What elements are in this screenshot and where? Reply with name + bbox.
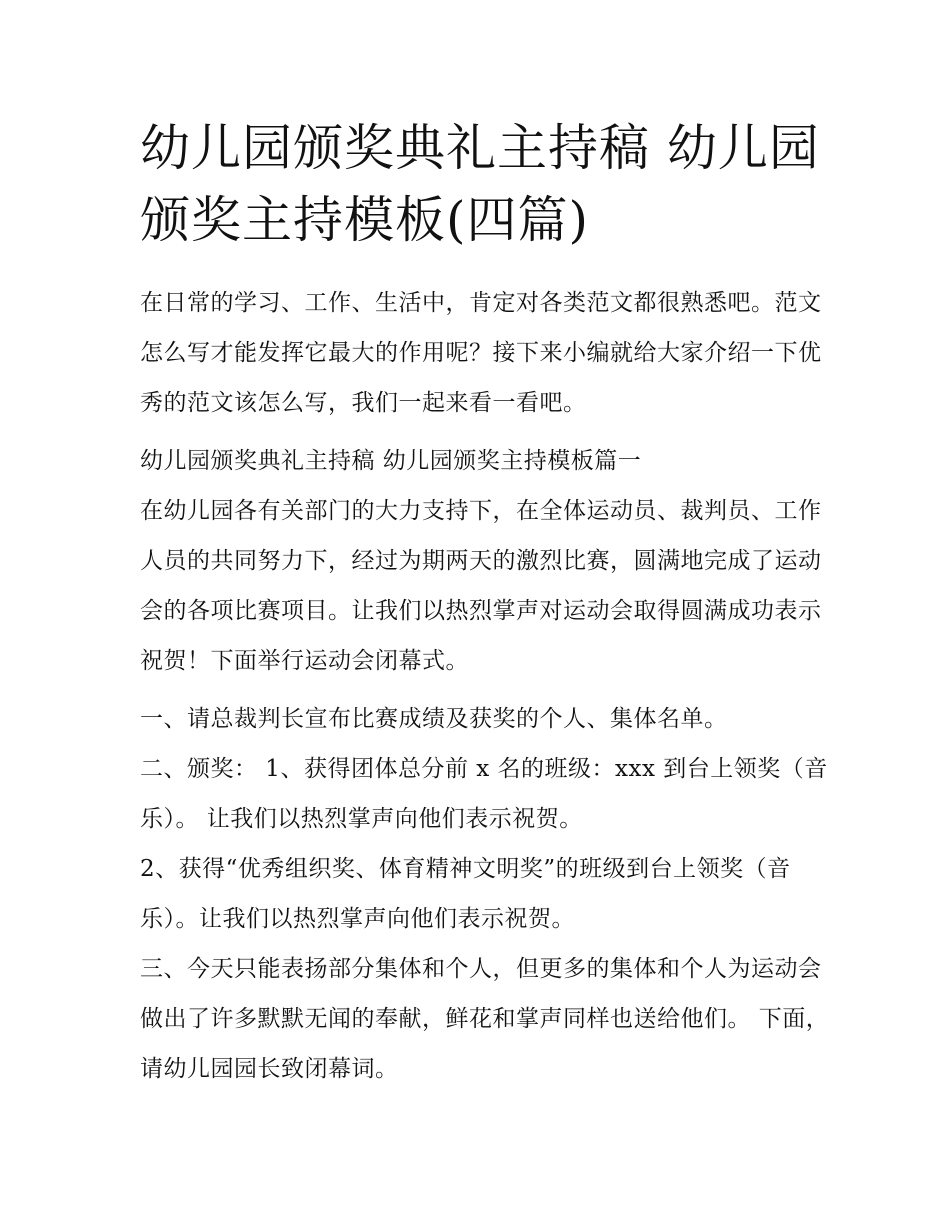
body-paragraph: 2、获得“优秀组织奖、体育精神文明奖”的班级到台上领奖（音乐）。让我们以热烈掌声向他们表示祝贺。 [140, 856, 791, 932]
section-heading: 幼儿园颁奖典礼主持稿 幼儿园颁奖主持模板篇一 [140, 448, 642, 474]
body-paragraph: 在幼儿园各有关部门的大力支持下，在全体运动员、裁判员、工作人员的共同努力下，经过为期两天的激烈比赛，圆满地完成了运动会的各项比赛项目。让我们以热烈掌声对运动会取得圆满成功表示祝贺！下面举行运动会闭幕式。 [140, 498, 822, 674]
document-body [140, 278, 830, 1094]
body-paragraph: 三、今天只能表扬部分集体和个人，但更多的集体和个人为运动会做出了许多默默无闻的奉献，鲜花和掌声同样也送给他们。 下面，请幼儿园园长致闭幕词。 [140, 956, 830, 1082]
intro-paragraph: 在日常的学习、工作、生活中，肯定对各类范文都很熟悉吧。范文怎么写才能发挥它最大的作用呢？接下来小编就给大家介绍一下优秀的范文该怎么写，我们一起来看一看吧。 [140, 290, 822, 416]
body-paragraph: 一、请总裁判长宣布比赛成绩及获奖的个人、集体名单。 [140, 706, 728, 732]
body-paragraph: 二、颁奖： 1、获得团体总分前 x 名的班级：xxx 到台上领奖（音乐）。 让我们以热烈掌声向他们表示祝贺。 [140, 756, 828, 832]
document-title: 幼儿园颁奖典礼主持稿 幼儿园颁奖主持模板(四篇) [140, 119, 820, 249]
